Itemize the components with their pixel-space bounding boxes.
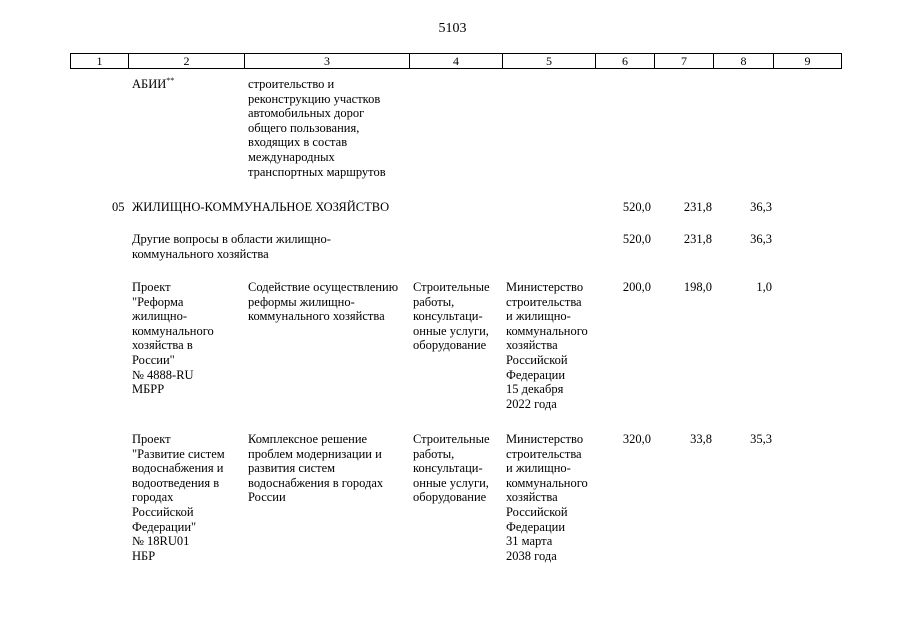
abii-name: АБИИ** [132,75,175,91]
column-header-9: 9 [804,54,811,68]
section-title: ЖИЛИЩНО-КОММУНАЛЬНОЕ ХОЗЯЙСТВО [132,200,390,214]
project-name: Проект "Развитие систем водоснабжения и водоотведения в городах Российской Федерации" № 18RU01 НБР [132,432,225,563]
project-purpose: Содействие осуществлению реформы жилищно- коммунального хозяйства [248,280,399,324]
section-code: 05 [112,200,125,214]
section-col7: 231,8 [683,200,712,214]
subsection-col7: 231,8 [683,232,712,246]
project-col8: 1,0 [756,280,772,294]
column-header-8: 8 [714,54,774,68]
project-purpose: Комплексное решение проблем модернизации и развития систем водоснабжения в городах России [248,432,384,505]
column-header-7: 7 [655,54,714,68]
column-header-row [70,53,842,69]
project-agency: Министерство строительства и жилищно- коммунального хозяйства Российской Федерации 15 декабря 2022 года [506,280,588,411]
subsection-col8: 36,3 [750,232,772,246]
column-header-3: 3 [245,54,410,68]
project-col7: 198,0 [683,280,712,294]
project-col6: 320,0 [622,432,651,446]
project-name: Проект "Реформа жилищно- коммунального хозяйства в России" № 4888-RU МБРР [132,280,214,397]
subsection-col6: 520,0 [622,232,651,246]
column-header-2: 2 [129,54,245,68]
section-col8: 36,3 [750,200,772,214]
abii-purpose: строительство и реконструкцию участков автомобильных дорог общего пользования, входящих в состав международных транспортных маршрутов [248,77,386,179]
project-agency: Министерство строительства и жилищно- коммунального хозяйства Российской Федерации 31 марта 2038 года [506,432,588,563]
column-header-1: 1 [71,54,129,68]
project-work-type: Строительные работы, консультаци- онные услуги, оборудование [413,280,490,353]
project-col6: 200,0 [622,280,651,294]
subsection-title: Другие вопросы в области жилищно- коммунального хозяйства [132,232,331,261]
column-header-4: 4 [410,54,503,68]
column-header-5: 5 [503,54,596,68]
project-col8: 35,3 [750,432,772,446]
column-header-6: 6 [596,54,655,68]
page-number: 5103 [438,21,467,36]
project-col7: 33,8 [690,432,712,446]
project-work-type: Строительные работы, консультаци- онные услуги, оборудование [413,432,490,505]
section-col6: 520,0 [622,200,651,214]
